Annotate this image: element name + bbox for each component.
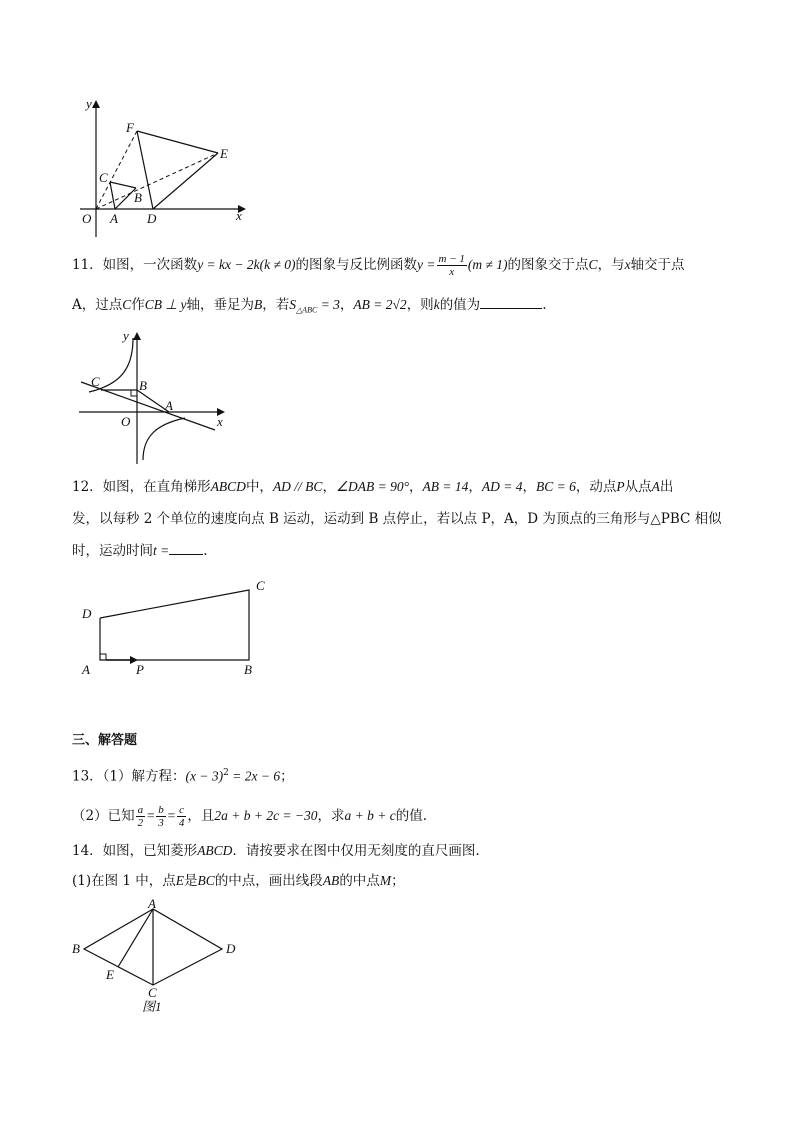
fraction-numerator: b <box>158 804 164 816</box>
fraction-c4 <box>177 804 187 829</box>
q12-bc: BC = 6 <box>536 479 576 494</box>
q12-text: ，动点 <box>575 479 617 495</box>
fraction-denominator: 4 <box>178 817 185 829</box>
fraction-a2 <box>136 804 146 829</box>
q12-line1 <box>72 477 673 497</box>
label-D: D <box>147 211 157 226</box>
figure-q14-rhombus <box>70 897 250 1019</box>
q11-text: 的图象与反比例函数 <box>295 257 418 273</box>
label-C: C <box>256 578 265 593</box>
q11-text: 轴交于点 <box>630 257 685 273</box>
label-F: F <box>126 120 134 135</box>
figure-q10 <box>70 92 260 242</box>
figure-q11 <box>75 326 235 466</box>
q14-line2 <box>72 871 405 891</box>
q13-condition: 2a + b + 2c = −30 <box>214 808 318 823</box>
label-A: A <box>165 398 173 413</box>
q11-point-C: C <box>122 297 132 312</box>
q12-trapezoid: ABCD <box>210 479 246 494</box>
label-x: x <box>236 208 242 223</box>
section-heading: 三、解答题 <box>72 733 138 748</box>
hyperbola-branch-4 <box>143 418 185 460</box>
segment-AE <box>118 909 153 967</box>
q13-line2 <box>72 804 427 829</box>
label-y: y <box>86 96 92 111</box>
q11-k: k <box>433 297 440 312</box>
right-angle-mark <box>131 390 137 396</box>
dashed-OE <box>96 153 218 209</box>
label-A: A <box>110 211 118 226</box>
q13-text: ； <box>280 768 294 785</box>
q11-ab-length: AB = 2√2 <box>353 297 407 312</box>
q11-text: 11．如图，一次函数 <box>72 257 198 273</box>
q11-text: 作 <box>131 297 145 313</box>
q14-segment-AB: AB <box>322 873 340 888</box>
q11-perpendicular: CB ⊥ y <box>144 297 187 312</box>
q14-rhombus: ABCD <box>197 843 233 858</box>
label-B: B <box>139 378 147 393</box>
q11-text: ，若 <box>262 297 290 313</box>
q12-angle: ∠DAB = 90° <box>335 479 410 494</box>
q14-text: (1)在图 1 中，点 <box>72 873 176 889</box>
q12-text: ， <box>409 479 423 495</box>
label-D: D <box>82 606 92 621</box>
q14-text: 的中点，画出线段 <box>214 873 323 889</box>
figure-caption: 图1 <box>142 999 162 1014</box>
line-kx <box>81 382 215 430</box>
trapezoid-ABCD <box>100 590 249 660</box>
q12-line3 <box>72 541 208 561</box>
label-A: A <box>148 897 156 911</box>
q11-text: A，过点 <box>72 297 123 313</box>
q13-sum: a + b + c <box>344 808 396 823</box>
q14-point-E: E <box>175 873 185 888</box>
q14-point-M: M <box>379 873 392 888</box>
q11-area-value: = 3 <box>317 297 340 312</box>
figure-q12 <box>76 574 276 684</box>
label-O: O <box>82 211 92 226</box>
q11-text: ，与 <box>597 257 625 273</box>
label-D: D <box>226 941 236 956</box>
label-B: B <box>244 662 252 677</box>
q12-line2: 发，以每秒 2 个单位的速度向点 B 运动，运动到 B 点停止，若以点 P，A，D 为顶点的三角形与△PBC 相似 <box>72 511 722 527</box>
y-axis-arrow-icon <box>92 100 100 108</box>
q14-text: 14．如图，已知菱形 <box>72 843 198 859</box>
q14-text: ．请按要求在图中仅用无刻度的直尺画图. <box>232 843 480 859</box>
label-C: C <box>99 170 108 185</box>
label-C: C <box>148 985 157 1000</box>
q12-text: 12．如图，在直角梯形 <box>72 479 211 495</box>
answer-blank[interactable] <box>169 542 203 555</box>
label-A: A <box>82 662 90 677</box>
q12-point-A: A <box>651 479 660 494</box>
q12-text: 出 <box>659 479 674 495</box>
segment-ED <box>153 153 218 209</box>
q11-area-S: S <box>289 297 297 312</box>
label-C: C <box>91 374 100 389</box>
q11-text: 的图象交于点 <box>507 257 589 273</box>
q12-text: 从点 <box>624 479 652 495</box>
y-axis-arrow-icon <box>133 332 141 340</box>
q13-text: （2）已知 <box>72 808 135 824</box>
q12-text: 时，运动时间 <box>72 543 153 559</box>
q13-text: 的值. <box>395 808 428 824</box>
right-angle-mark <box>100 654 106 660</box>
q11-area-subscript: △ABC <box>296 305 318 315</box>
label-P: P <box>136 662 144 677</box>
q13-text: ，且 <box>187 808 215 824</box>
q12-parallel: AD // BC <box>272 479 323 494</box>
q12-ad: AD = 4 <box>481 479 523 494</box>
fraction-denominator: x <box>449 266 455 278</box>
q11-x: x <box>624 257 631 272</box>
label-E: E <box>220 146 228 161</box>
q11-line1 <box>72 253 685 278</box>
q11-fraction <box>437 253 467 278</box>
q12-text: ， <box>468 479 482 495</box>
q11-point-C: C <box>588 257 598 272</box>
q12-text: ， <box>322 479 336 495</box>
label-y: y <box>123 328 129 343</box>
q14-text: ； <box>391 873 405 889</box>
fraction-denominator: 2 <box>137 817 144 829</box>
q14-text: 是 <box>184 873 198 889</box>
fraction-numerator: m − 1 <box>438 253 465 265</box>
segment-FE <box>137 131 218 153</box>
q13-text: 13．（1）解方程： <box>72 768 186 785</box>
label-E: E <box>106 967 114 982</box>
fraction-b3 <box>156 804 166 829</box>
q11-text: . <box>542 297 547 313</box>
q11-text: ， <box>339 297 354 313</box>
q14-text: 的中点 <box>339 873 380 889</box>
q14-segment-BC: BC <box>197 873 215 888</box>
q13-line1 <box>72 763 294 787</box>
q11-inverse-condition: (m ≠ 1) <box>467 257 508 272</box>
q11-text: 轴，垂足为 <box>186 297 255 313</box>
equals-sign: = <box>146 808 156 823</box>
q11-inverse-lhs: y = <box>417 257 436 272</box>
label-x: x <box>217 414 223 429</box>
q13-equation: (x − 3) <box>185 768 224 784</box>
q12-ab: AB = 14 <box>422 479 469 494</box>
q13-equation-rhs: = 2x − 6 <box>228 768 281 784</box>
segment-CA <box>110 182 115 209</box>
q11-text: 的值为 <box>439 297 481 313</box>
q14-line1 <box>72 841 480 861</box>
fraction-denominator: 3 <box>158 817 164 829</box>
q12-text: . <box>203 543 208 559</box>
q13-exponent: 2 <box>223 768 229 778</box>
fraction-numerator: a <box>137 804 144 816</box>
q12-text: ， <box>522 479 537 495</box>
q11-linear-function: y = kx − 2k(k ≠ 0) <box>197 257 296 272</box>
segment-CB <box>110 182 136 188</box>
equals-sign: = <box>166 808 176 823</box>
q11-text: ，则 <box>406 297 434 313</box>
q12-text: 中， <box>245 479 273 495</box>
label-O: O <box>121 414 131 429</box>
label-B: B <box>72 941 80 956</box>
q11-line2 <box>72 295 546 321</box>
q11-point-B: B <box>254 297 263 312</box>
q12-point-P: P <box>616 479 625 494</box>
label-B: B <box>134 190 142 205</box>
fraction-numerator: c <box>177 804 187 817</box>
answer-blank[interactable] <box>480 296 542 309</box>
q13-text: ，求 <box>317 808 345 824</box>
q12-t: t = <box>153 543 170 558</box>
